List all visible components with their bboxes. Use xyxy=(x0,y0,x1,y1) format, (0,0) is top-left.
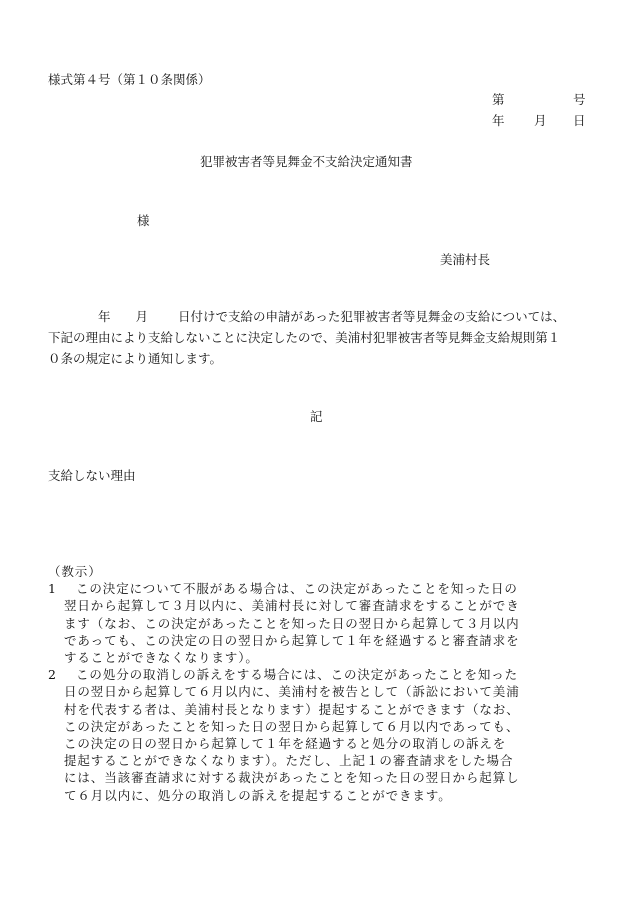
reason-heading: 支給しない理由 xyxy=(48,468,136,483)
notice-section xyxy=(48,563,593,804)
date-month-label: 月 xyxy=(534,113,547,128)
ki-heading: 記 xyxy=(310,409,323,424)
notice-item-2-line-4: この決定があったことを知った日の翌日から起算して６月以内であっても、 xyxy=(64,718,520,734)
notice-heading: （教示） xyxy=(48,564,102,579)
notice-item-2-line-6: 提起することができなくなります）。ただし、上記１の審査請求をした場合 xyxy=(64,753,514,769)
date-year-label: 年 xyxy=(492,113,505,128)
issuer-name: 美浦村長 xyxy=(440,252,491,267)
date-day-label: 日 xyxy=(573,113,586,128)
notice-item-1-number: 1 xyxy=(48,581,56,597)
notice-item-2-line-3: 村を代表する者は、美浦村長となります）提起することができます（なお、 xyxy=(64,701,520,717)
notice-item-2-line-2: 日の翌日から起算して６月以内に、美浦村を被告として（訴訟において美浦 xyxy=(64,684,520,700)
document-title: 犯罪被害者等見舞金不支給決定通知書 xyxy=(200,154,413,169)
notice-item-1-line-5: することができなくなります）。 xyxy=(64,650,259,666)
form-number: 様式第４号（第１０条関係） xyxy=(48,72,211,87)
notice-item-2-line-1 xyxy=(48,666,593,683)
notice-item-2-number: 2 xyxy=(48,667,56,683)
notice-item-1-line-3: ます（なお、この決定があったことを知った日の翌日から起算して３月以内 xyxy=(64,615,520,631)
notice-item-1-text: この決定について不服がある場合は、この決定があったことを知った日の xyxy=(76,581,518,597)
notice-item-1-line-1 xyxy=(48,580,593,597)
body-line-3: ０条の規定により通知します。 xyxy=(48,351,223,366)
body-year-label: 年 xyxy=(98,309,111,324)
body-line-1 xyxy=(48,306,586,327)
body-line-2: 下記の理由により支給しないことに決定したので、美浦村犯罪被害者等見舞金支給規則第１ xyxy=(48,330,561,345)
notice-item-2-line-5: この決定の日の翌日から起算して１年を経過すると処分の取消しの訴えを xyxy=(64,736,507,752)
notice-item-2-text: この処分の取消しの訴えをする場合には、この決定があったことを知った xyxy=(76,667,519,683)
notice-item-1-line-4: であっても、この決定の日の翌日から起算して１年を経過すると審査請求を xyxy=(64,632,520,648)
notice-item-2-line-8: て６月以内に、処分の取消しの訴えを提起することができます。 xyxy=(64,787,452,803)
addressee-honorific: 様 xyxy=(137,213,150,228)
body-paragraph xyxy=(48,306,586,369)
notice-item-1-line-2: 翌日から起算して３月以内に、美浦村長に対して審査請求をすることができ xyxy=(64,598,520,614)
body-month-label: 月 xyxy=(135,309,149,324)
document-number-suffix: 号 xyxy=(573,92,586,107)
notice-item-2-line-7: には、当該審査請求に対する裁決があったことを知った日の翌日から起算し xyxy=(64,770,520,786)
body-line-1-text: 日付けで支給の申請があった犯罪被害者等見舞金の支給については、 xyxy=(178,309,566,324)
document-number-label: 第 xyxy=(492,92,505,107)
